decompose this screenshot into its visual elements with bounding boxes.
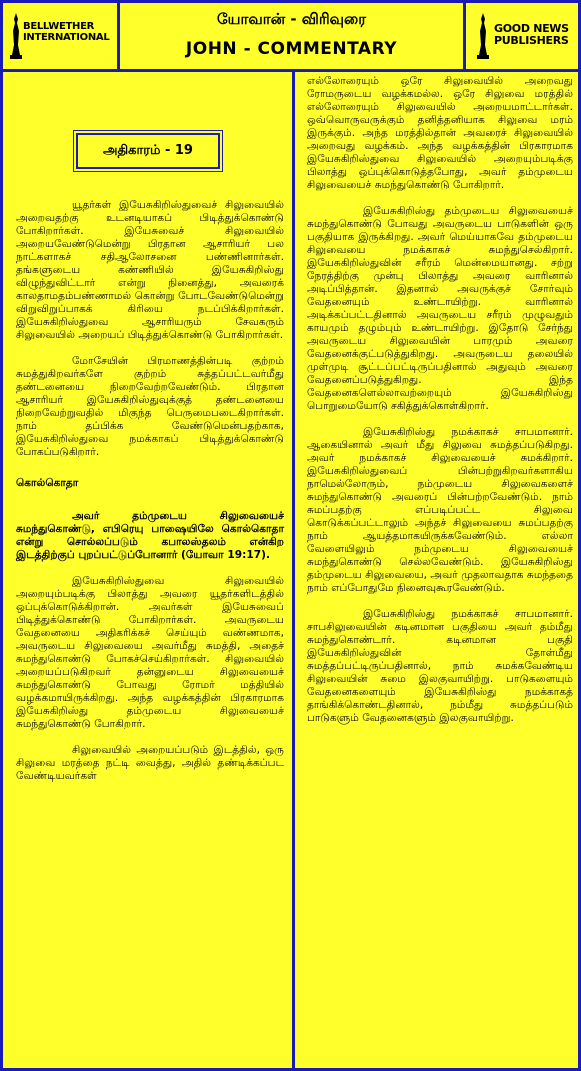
title-english: JOHN - COMMENTARY [185,39,398,59]
section-heading: கொல்கொதா [16,477,79,489]
bellwether-logo-text: BELLWETHER INTERNATIONAL [23,21,110,43]
scripture-quote: அவர் தம்முடைய சிலுவையைச் சுமந்துகொண்டு, எபிரெயு பாஷையிலே கொல்கொதா என்று சொல்லப்படும் கபாலஸ்தலம் என்கிற இடத்திற்குப் புறப்பட்டுப்போனார் (யோவா 19:17). [16,510,284,561]
statue-icon [476,13,490,59]
chapter-label: அதிகாரம் - 19 [103,143,193,158]
paragraph: இயேசுகிறிஸ்து நமக்காகச் சாபமானார். ஆகையினால் அவர் மீது சிலுவை சுமத்தப்படுகிறது. அவர் நமக்காகச் சிலுவையைச் சுமக்கிறார். இயேசுகிறிஸ்துவைப் பின்பற்றுகிறவர்களாகிய நாமெல்லோரும், நம்முடைய சிலுவைகளைச் சுமந்துகொண்டு அவரைப் பின்பற்றவேண்டும். நாம் சுமப்பதற்கு எப்படிப்பட்ட சிலுவை கொடுக்கப்பட்டாலும் அந்தச் சிலுவையை சுமப்பதற்கு நாம் ஆயத்தமாகயிருக்கவேண்டும். எல்லா வேளையிலும் நம்முடைய சிலுவையைச் சுமந்துகொண்டு செல்லவேண்டும். இயேசுகிறிஸ்து தம்முடைய சிலுவையை, அவர் முதலாவதாக சுமந்ததை நாம் எப்போதுமே நினைவுகூரவேண்டும். [307,426,573,594]
paragraph: மோசேயின் பிரமாணத்தின்படி குற்றம் சுமத்துகிறவர்களே குற்றம் சுத்தப்பட்டவர்மீது தண்டனையை நிறைவேற்றவேண்டும். பிரதான ஆசாரியர் இயேசுகிறிஸ்துவுக்குத் தண்டனையை நிறைவேற்றுவதில் மிகுந்த பெருமைபடைகிறார்கள். நாம் தப்பிக்க வேண்டுமென்பதற்காக, இயேசுகிறிஸ்துவை நமக்காகப் பிடித்துக்கொண்டு போகப்படுகிறார். [16,355,284,458]
statue-icon [9,13,23,59]
right-column [307,75,573,738]
left-column [16,75,284,796]
paragraph: இயேசுகிறிஸ்து நமக்காகச் சாபமானார். சாபசிலுவையின் கடினமான பகுதியை அவர் தம்மீது சுமந்துகொண்டார். கடினமான பகுதி இயேசுகிறிஸ்துவின் தோள்மீது சுமத்தப்பட்டிருப்பதினால், நாம் சுமக்கவேண்டிய சிலுவையின் சுமை இலகுவாயிற்று. பாடுகளையும் வேதனைகளையும் இயேசுகிறிஸ்து நமக்காகத் தாங்கிக்கொண்டதினால், நம்மீது சுமத்தப்படும் பாடுகளும் வேதனைகளும் இலகுவாயிற்று. [307,608,573,724]
paragraph: இயேசுகிறிஸ்து தம்முடைய சிலுவையைச் சுமந்துகொண்டு போவது அவருடைய பாடுகளின் ஒரு பகுதியாக இருக்கிறது. அவர் மெய்யாகவே தம்முடைய சிலுவையை நமக்காகச் சுமந்துசெல்கிறார். இயேசுகிறிஸ்துவின் சரீரம் மென்மையானது. சற்று நேரத்திற்கு முன்பு பிலாத்து அவரை வாரினால் அடிப்பித்தான். இதனால் அவருக்குச் சோர்வும் வேதனையும் உண்டாயிற்று. வாரினால் அடிக்கப்பட்டதினால் அவருடைய சரீரம் முழுவதும் காயமும் தழும்பும் உண்டாயிற்று. இதோடு சேர்ந்து அவருடைய சிலுவையின் பாரமும் அவரை வேதனைக்குட்படுத்துகிறது. அவருடைய தலையில் முள்முடி சூட்டப்பட்டிருப்பதினால் அதுவும் அவரை வேதனைப்படுத்துகிறது. இந்த வேதனைகளெல்லாவற்றையும் இயேசுகிறிஸ்து பொறுமையோடு சகித்துக்கொள்கிறார். [307,205,573,412]
header [3,3,578,72]
paragraph: சிலுவையில் அறையப்படும் இடத்தில், ஒரு சிலுவை மரத்தை நட்டி வைத்து, அதில் தண்டிக்கப்பட வேண்டியவர்கள் [16,744,284,782]
paragraph: இயேசுகிறிஸ்துவை சிலுவையில் அறையும்படிக்கு பிலாத்து அவரை யூதர்களிடத்தில் ஒப்புக்கொடுக்கிறான். அவர்கள் இயேசுவைப் பிடித்துக்கொண்டு போகிறார்கள். அவருடைய வேதனையை அதிகரிக்கச் செய்யும் வண்ணமாக, அவருடைய சிலுவையை அவர்மீது சுமத்தி, அதைச் சுமந்துகொண்டு போகச்செய்கிறார்கள். சிலுவையில் அறையப்படுகிறவர் தன்னுடைய சிலுவையைச் சுமந்துகொண்டு போவது ரோமர் மத்தியில் வழக்கமாயிருக்கிறது. அந்த வழக்கத்தின் பிரகாரமாக இயேசுகிறிஸ்து தம்முடைய சிலுவையைச் சுமந்துகொண்டு போகிறார். [16,575,284,730]
bellwether-logo [3,3,120,69]
paragraph: எல்லோரையும் ஒரே சிலுவையில் அறைவது ரோமருடைய வழக்கமல்ல. ஒரே சிலுவை மரத்தில் எல்லோரையும் சிலுவையில் அறையமாட்டார்கள். ஒவ்வொருவருக்கும் தனித்தனியாக சிலுவை மரம் இருக்கும். அந்த மரத்தில்தான் அவரைச் சிலுவையில் அறைவது வழக்கம். அந்த வழக்கத்தின் பிரகாரமாக இயேசுகிறிஸ்துவை சிலுவையில் அறையும்படிக்கு பிலாத்து ஒப்புக்கொடுத்தபோது, அவர் தம்முடைய சிலுவையைச் சுமந்துகொண்டு போகிறார். [307,75,573,191]
chapter-box [76,133,220,169]
title-tamil: யோவான் - விரிவுரை [217,10,366,28]
title-block [120,3,466,69]
good-news-logo-text: GOOD NEWS PUBLISHERS [494,22,569,47]
good-news-logo [466,3,578,69]
column-divider [292,69,295,1071]
paragraph: யூதர்கள் இயேசுகிறிஸ்துவைச் சிலுவையில் அறைவதற்கு உடனடியாகப் பிடித்துக்கொண்டு போகிறார்கள். இயேசுவைச் சிலுவையில் அறையவேண்டுமென்று பிரதான ஆசாரியர் பல நாட்களாகச் சதிஆலோசனை பண்ணினார்கள். தங்களுடைய கண்ணியில் இயேசுகிறிஸ்து விழுந்துவிட்டார் என்று நினைத்து, அவரைக் காலதாமதம்பண்ணாமல் கொன்று போடவேண்டுமென்று விறுவிறுப்பாகக் கிரியை நடப்பிக்கிறார்கள். இயேசுகிறிஸ்துவை ஆசாரியரும் சேவகரும் சிலுவையில் அறையப் பிடித்துக்கொண்டு போகிறார்கள். [16,199,284,341]
